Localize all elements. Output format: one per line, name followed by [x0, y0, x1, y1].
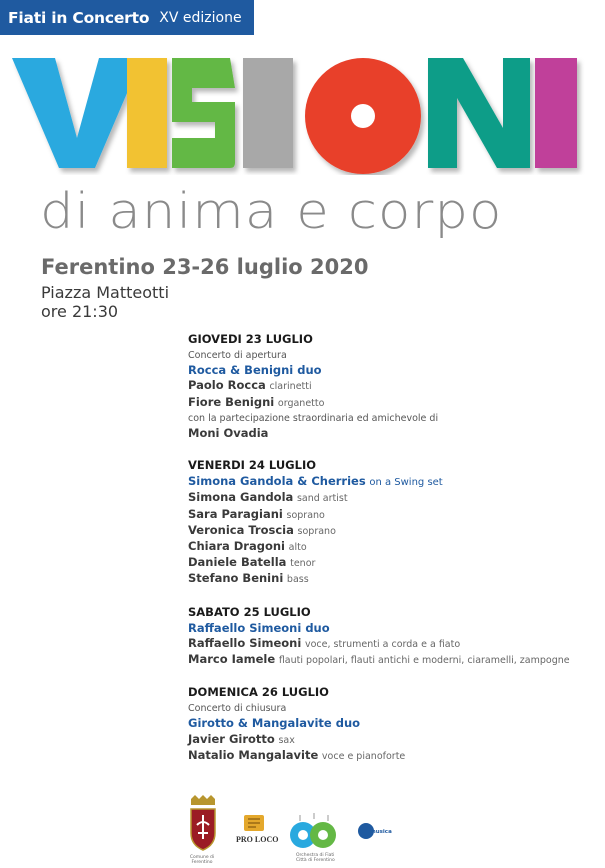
performer-role: soprano — [286, 509, 325, 521]
program-day-3 — [188, 605, 588, 669]
concert-note: Concerto di apertura — [188, 350, 287, 361]
group-name: Girotto & Mangalavite duo — [188, 716, 361, 731]
orchestra-logo-icon — [288, 813, 338, 851]
performer-role: tenor — [290, 558, 316, 570]
program-list — [188, 332, 588, 764]
event-dateline: Ferentino 23-26 luglio 2020 — [41, 255, 369, 279]
performer-role: bass — [286, 574, 309, 586]
performer-name: Paolo Rocca — [188, 378, 266, 393]
musica-label: musica — [370, 829, 392, 835]
letter-s — [172, 58, 235, 168]
event-time: ore 21:30 — [41, 302, 119, 321]
orchestra-label: Orchestra di Fiati Città di Ferentino — [296, 853, 335, 863]
comune-crest-icon — [184, 795, 222, 853]
performer-name: Veronica Troscia — [188, 522, 294, 537]
event-venue: Piazza Matteotti — [41, 283, 170, 302]
performer-name: Stefano Benini — [188, 571, 284, 586]
performer-role: voce, strumenti a corda e a fiato — [304, 638, 461, 650]
group-name: Simona Gandola & Cherries — [188, 474, 366, 489]
group-description: on a Swing set — [369, 477, 443, 489]
proloco-label: PRO LOCO — [236, 835, 279, 844]
performer-role: soprano — [297, 525, 336, 537]
performer-role: sax — [278, 734, 295, 746]
group-name: Rocca & Benigni duo — [188, 363, 322, 378]
day-heading: SABATO 25 LUGLIO — [188, 604, 311, 619]
performer-role: clarinetti — [269, 381, 312, 393]
letter-i-2 — [243, 58, 293, 168]
performer-role: sand artist — [296, 493, 348, 505]
performer-name: Chiara Dragoni — [188, 539, 286, 554]
letter-i-3 — [535, 58, 577, 168]
performer-role: flauti popolari, flauti antichi e moderni, ciaramelli, zampogne — [278, 655, 570, 667]
comune-label: Comune di Ferentino — [189, 855, 215, 865]
program-day-2 — [188, 458, 588, 587]
program-day-4 — [188, 685, 588, 764]
performer-name: Simona Gandola — [188, 490, 294, 505]
performer-name: Fiore Benigni — [188, 394, 275, 409]
performer-name: Raffaello Simeoni — [188, 635, 302, 650]
special-guest-note: con la partecipazione straordinaria ed amichevole di — [188, 412, 439, 424]
day-heading: GIOVEDI 23 LUGLIO — [188, 332, 313, 346]
performer-role: organetto — [277, 397, 325, 409]
program-day-1 — [188, 332, 588, 441]
performer-name: Marco Iamele — [188, 652, 276, 667]
performer-name: Javier Girotto — [188, 731, 275, 746]
performer-role: alto — [288, 542, 307, 554]
letter-i-1 — [127, 58, 167, 168]
performer-name: Natalio Mangalavite — [188, 747, 319, 762]
series-title: Fiati in Concerto — [8, 8, 150, 27]
series-banner — [0, 0, 254, 35]
group-name: Raffaello Simeoni duo — [188, 620, 330, 635]
day-heading: VENERDI 24 LUGLIO — [188, 458, 317, 473]
concert-note: Concerto di chiusura — [188, 703, 287, 715]
special-guest: Moni Ovadia — [188, 426, 269, 441]
headline-subtitle: di anima e corpo — [40, 183, 503, 240]
sponsor-logos — [178, 795, 408, 865]
series-edition: XV edizione — [159, 9, 242, 26]
performer-name: Sara Paragiani — [188, 506, 283, 521]
performer-role: voce e pianoforte — [321, 750, 406, 762]
letter-v — [12, 58, 142, 168]
visioni-headline — [0, 50, 605, 175]
letter-n — [428, 58, 530, 168]
performer-name: Daniele Batella — [188, 555, 287, 570]
day-heading: DOMENICA 26 LUGLIO — [188, 685, 329, 700]
